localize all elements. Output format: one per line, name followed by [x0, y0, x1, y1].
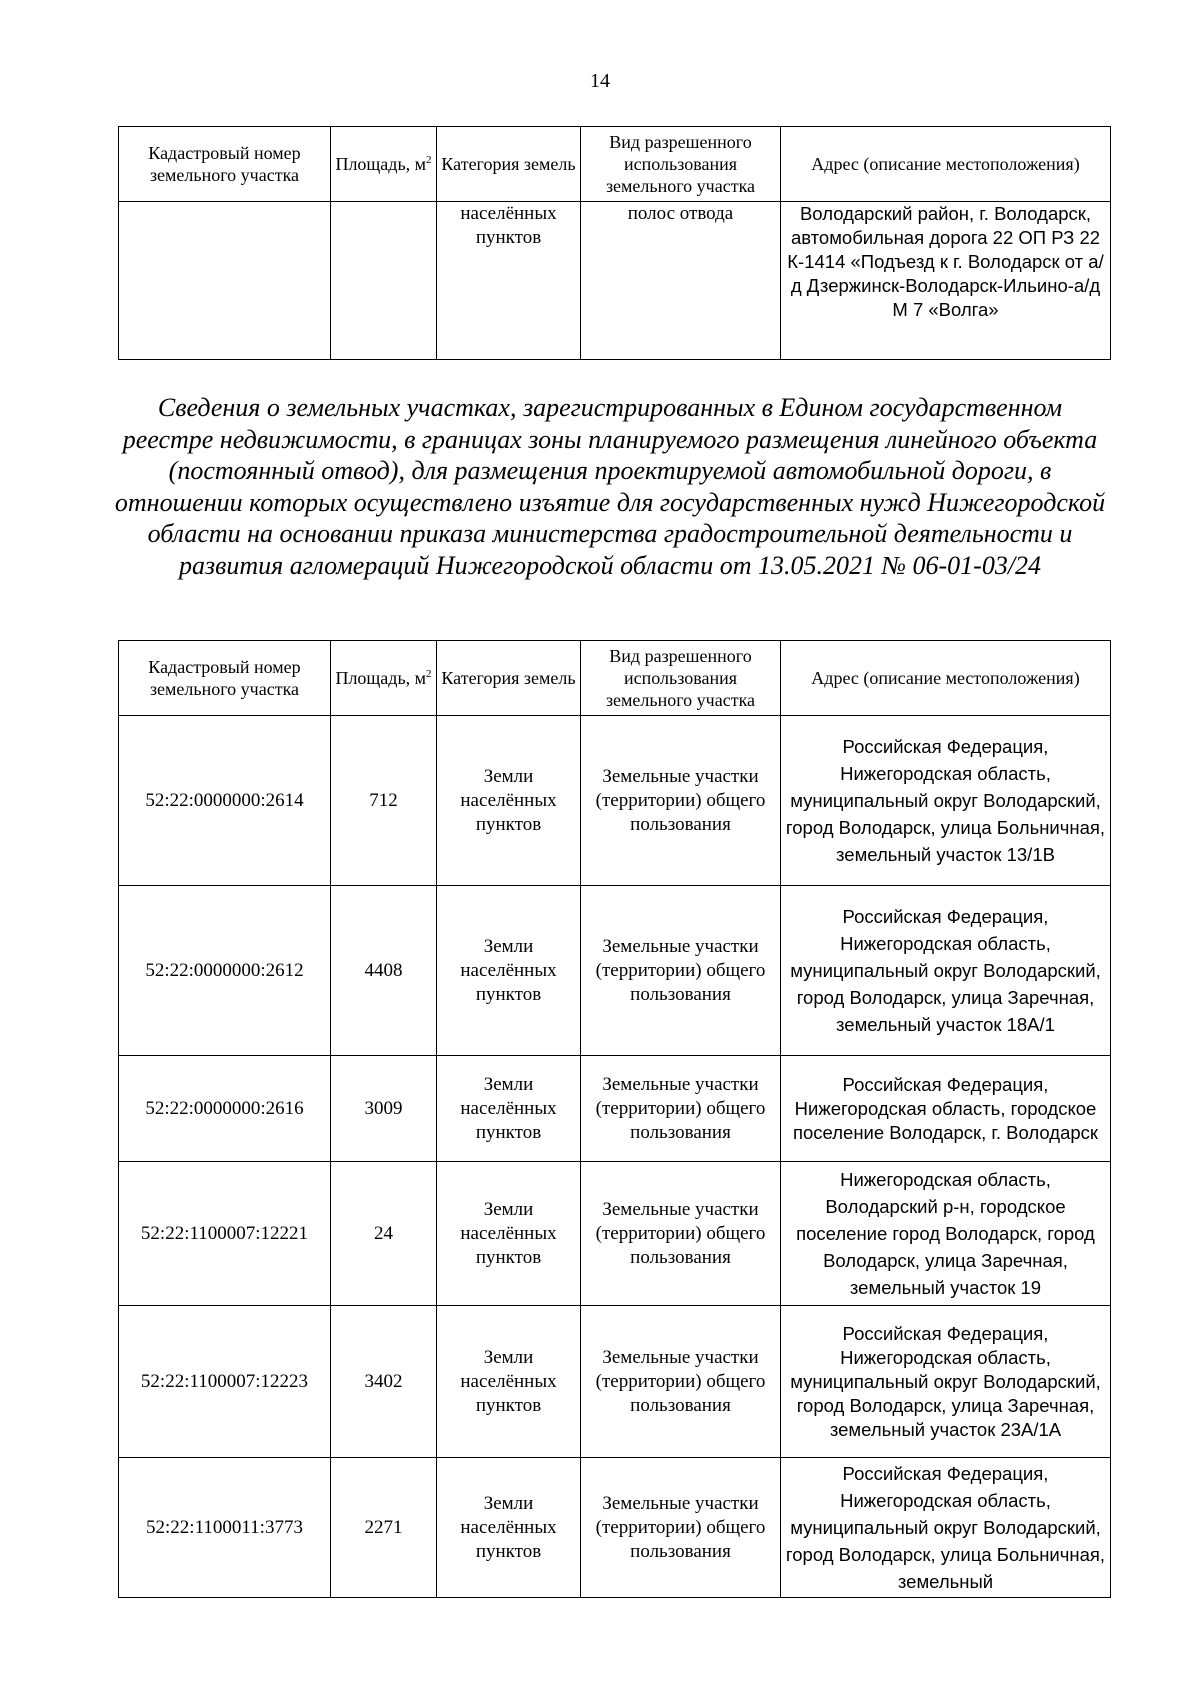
cell-category: Земли населённых пунктов: [437, 1162, 581, 1306]
cell-cadastral: 52:22:1100011:3773: [119, 1458, 331, 1598]
section-title: Сведения о земельных участках, зарегистрированных в Едином государственном реестре недвижимости, в границах зоны планируемого размещения линейного объекта (постоянный отвод), для размещения проектируемой автомобильной дороги, в отношении которых осуществлено изъятие для государственных нужд Нижегородской области на основании приказа министерства градостроительной деятельности и развития агломераций Нижегородской области от 13.05.2021 № 06-01-03/24: [114, 393, 1106, 580]
cell-category: Земли населённых пунктов: [437, 1458, 581, 1598]
cell-use: Земельные участки (территории) общего пользования: [581, 1306, 781, 1458]
cell-area: 24: [331, 1162, 437, 1306]
cell-category: Земли населённых пунктов: [437, 1306, 581, 1458]
table-row: [119, 1056, 1111, 1162]
cell-category: Земли населённых пунктов: [437, 716, 581, 886]
header-address: Адрес (описание местоположения): [781, 127, 1111, 202]
table-header-row: [119, 127, 1111, 202]
table-row: [119, 716, 1111, 886]
cell-area: 4408: [331, 886, 437, 1056]
cell-address: Володарский район, г. Володарск, автомобильная дорога 22 ОП РЗ 22 К-1414 «Подъезд к г. Володарск от а/д Дзержинск-Володарск-Ильино-а/д М 7 «Волга»: [781, 202, 1111, 360]
header-cadastral: Кадастровый номер земельного участка: [119, 641, 331, 716]
cell-cadastral: [119, 202, 331, 360]
table-row: [119, 886, 1111, 1056]
cell-use: Земельные участки (территории) общего пользования: [581, 1162, 781, 1306]
cell-address: Российская Федерация, Нижегородская область, муниципальный округ Володарский, город Володарск, улица Больничная, земельный: [781, 1458, 1111, 1598]
header-area-superscript: 2: [426, 154, 432, 166]
continuation-table: [118, 126, 1111, 360]
cell-category: Земли населённых пунктов: [437, 1056, 581, 1162]
cell-address: Российская Федерация, Нижегородская область, муниципальный округ Володарский, город Володарск, улица Больничная, земельный участок 13/1В: [781, 716, 1111, 886]
cell-address: Российская Федерация, Нижегородская область, муниципальный округ Володарский, город Володарск, улица Заречная, земельный участок 18А/1: [781, 886, 1111, 1056]
cell-category: Земли населённых пунктов: [437, 886, 581, 1056]
cell-area: 3402: [331, 1306, 437, 1458]
table-row: [119, 1306, 1111, 1458]
cell-cadastral: 52:22:0000000:2612: [119, 886, 331, 1056]
cell-cadastral: 52:22:0000000:2616: [119, 1056, 331, 1162]
cell-area: 712: [331, 716, 437, 886]
cell-use: Земельные участки (территории) общего пользования: [581, 1056, 781, 1162]
cell-address: Российская Федерация, Нижегородская область, муниципальный округ Володарский, город Володарск, улица Заречная, земельный участок 23А/1А: [781, 1306, 1111, 1458]
cell-use: полос отвода: [581, 202, 781, 360]
cell-address: Российская Федерация, Нижегородская область, городское поселение Володарск, г. Володарск: [781, 1056, 1111, 1162]
header-category: Категория земель: [437, 127, 581, 202]
cell-address: Нижегородская область, Володарский р-н, городское поселение город Володарск, город Володарск, улица Заречная, земельный участок 19: [781, 1162, 1111, 1306]
table-row: [119, 1162, 1111, 1306]
cell-cadastral: 52:22:1100007:12223: [119, 1306, 331, 1458]
header-address: Адрес (описание местоположения): [781, 641, 1111, 716]
header-area: [331, 127, 437, 202]
header-area-label: Площадь, м: [335, 668, 427, 688]
header-area: [331, 641, 437, 716]
header-use: Вид разрешенного использования земельного участка: [581, 641, 781, 716]
cell-use: Земельные участки (территории) общего пользования: [581, 886, 781, 1056]
land-plots-table: [118, 640, 1111, 1598]
cell-use: Земельные участки (территории) общего пользования: [581, 1458, 781, 1598]
cell-area: 2271: [331, 1458, 437, 1598]
table-row: [119, 1458, 1111, 1598]
table-header-row: [119, 641, 1111, 716]
cell-area: 3009: [331, 1056, 437, 1162]
cell-area: [331, 202, 437, 360]
cell-cadastral: 52:22:1100007:12221: [119, 1162, 331, 1306]
cell-category: населённых пунктов: [437, 202, 581, 360]
header-area-superscript: 2: [426, 668, 432, 680]
header-use: Вид разрешенного использования земельного участка: [581, 127, 781, 202]
header-cadastral: Кадастровый номер земельного участка: [119, 127, 331, 202]
header-area-label: Площадь, м: [335, 154, 427, 174]
page-number: 14: [590, 70, 610, 92]
header-category: Категория земель: [437, 641, 581, 716]
table-row: [119, 202, 1111, 360]
cell-cadastral: 52:22:0000000:2614: [119, 716, 331, 886]
cell-use: Земельные участки (территории) общего пользования: [581, 716, 781, 886]
